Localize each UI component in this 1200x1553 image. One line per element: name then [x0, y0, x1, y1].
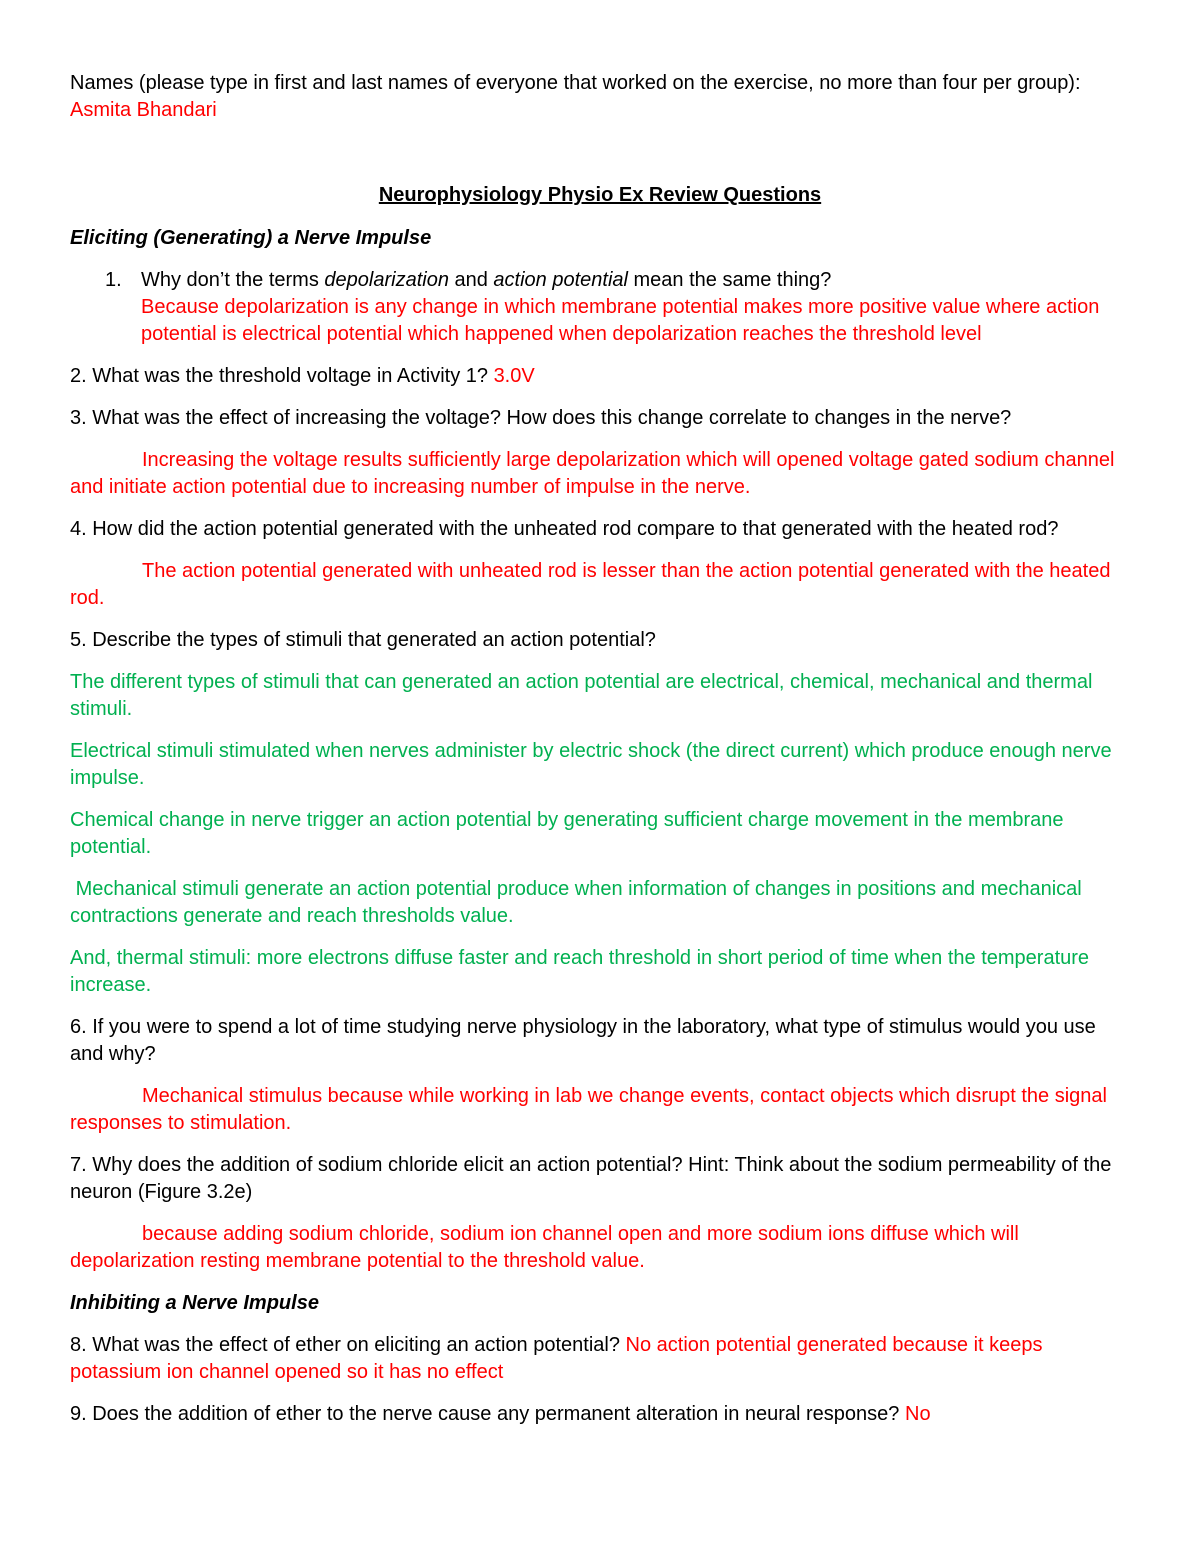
names-line [70, 70, 1130, 124]
question-6: 6. If you were to spend a lot of time studying nerve physiology in the laboratory, what type of stimulus would you use and why? [70, 1016, 1096, 1065]
question-7: 7. Why does the addition of sodium chloride elicit an action potential? Hint: Think about the sodium permeability of the neuron (Figure 3.2e) [70, 1154, 1112, 1203]
question-1-term-depolarization: depolarization [324, 269, 449, 291]
answer-8: No action potential generated because it keeps potassium ion channel opened so it has no effect [70, 1334, 1043, 1383]
question-1-term-action-potential: action potential [493, 269, 628, 291]
answer-7: because adding sodium chloride, sodium ion channel open and more sodium ions diffuse which will depolarization resting membrane potential to the threshold value. [70, 1223, 1019, 1272]
question-9 [70, 1401, 1130, 1428]
answer-5-thermal: And, thermal stimuli: more electrons diffuse faster and reach threshold in short period of time when the temperature increase. [70, 947, 1090, 996]
question-1-text-b: and [448, 269, 494, 291]
names-prompt: Names (please type in first and last names of everyone that worked on the exercise, no more than four per group): [70, 72, 1081, 94]
question-1 [105, 267, 1130, 348]
answer-5-mechanical: Mechanical stimuli generate an action potential produce when information of changes in positions and mechanical contractions generate and reach thresholds value. [70, 878, 1088, 927]
section-heading-inhibiting: Inhibiting a Nerve Impulse [70, 1292, 319, 1314]
answer-3: Increasing the voltage results sufficiently large depolarization which will opened voltage gated sodium channel and initiate action potential due to increasing number of impulse in the nerve. [70, 449, 1115, 498]
question-4: 4. How did the action potential generated with the unheated rod compare to that generated with the heated rod? [70, 518, 1059, 540]
question-2-text: 2. What was the threshold voltage in Activity 1? [70, 365, 488, 387]
question-1-text [141, 267, 1130, 294]
question-3: 3. What was the effect of increasing the voltage? How does this change correlate to changes in the nerve? [70, 407, 1012, 429]
answer-5-electrical: Electrical stimuli stimulated when nerves administer by electric shock (the direct current) which produce enough nerve impulse. [70, 740, 1112, 789]
question-9-text: 9. Does the addition of ether to the nerve cause any permanent alteration in neural response? [70, 1403, 900, 1425]
question-8-text: 8. What was the effect of ether on eliciting an action potential? [70, 1334, 620, 1356]
answer-9: No [905, 1403, 931, 1425]
answer-5-chemical: Chemical change in nerve trigger an action potential by generating sufficient charge movement in the membrane potential. [70, 809, 1064, 858]
question-1-number: 1. [105, 269, 122, 291]
names-value: Asmita Bhandari [70, 99, 217, 121]
page-title: Neurophysiology Physio Ex Review Questions [378, 184, 822, 206]
answer-6: Mechanical stimulus because while working in lab we change events, contact objects which disrupt the signal responses to stimulation. [70, 1085, 1107, 1134]
question-1-text-c: mean the same thing? [627, 269, 832, 291]
question-5: 5. Describe the types of stimuli that generated an action potential? [70, 629, 656, 651]
section-heading-eliciting: Eliciting (Generating) a Nerve Impulse [70, 227, 432, 249]
question-8 [70, 1332, 1130, 1386]
answer-1: Because depolarization is any change in which membrane potential makes more positive value where action potential is electrical potential which happened when depolarization reaches the threshold level [141, 296, 1100, 345]
answer-2: 3.0V [493, 365, 535, 387]
answer-5-overview: The different types of stimuli that can generated an action potential are electrical, chemical, mechanical and thermal stimuli. [70, 671, 1093, 720]
question-2 [70, 363, 1130, 390]
document-page [70, 70, 1130, 1428]
answer-4: The action potential generated with unheated rod is lesser than the action potential generated with the heated rod. [70, 560, 1111, 609]
question-1-text-a: Why don’t the terms [141, 269, 325, 291]
